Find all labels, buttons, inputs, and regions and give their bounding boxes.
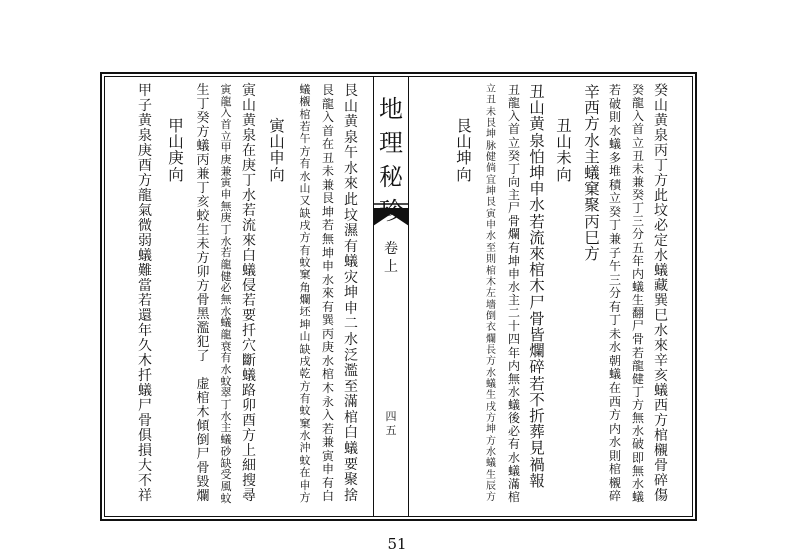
- volume-label: [373, 240, 409, 276]
- folio-number: [373, 410, 409, 438]
- text-column: 癸 龍 入 首 立 丑 未 兼 癸 丁 三 分 五 年 内 蟻 生 翻 尸 骨 若 龍 健 丁 方 無 水 破 即 無 水 蟻: [631, 83, 644, 504]
- text-column: 甲 山 庚 向: [168, 117, 184, 184]
- fishtail-ornament-icon: [373, 200, 409, 230]
- volume-char: 卷: [384, 241, 398, 257]
- text-column: 寅 山 黄 泉 在 庚 丁 水 若 流 來 白 蟻 侵 若 要 扦 穴 斷 蟻 路 卯 酉 方 上 細 搜 尋: [242, 83, 256, 504]
- text-column: 寅 山 申 向: [269, 117, 285, 184]
- text-column: 若 破 則 水 蟻 多 堆 積 立 癸 丁 兼 子 午 三 分 有 丁 未 水 朝 蟻 在 西 方 内 水 則 棺 櫬 碎: [608, 83, 621, 504]
- book-title-char: 地: [379, 95, 403, 123]
- text-column: 生 丁 癸 方 蟻 丙 兼 丁 亥 蛟 生 未 方 卯 方 骨 黑 濫 犯 了 虚 棺 木 傾 倒 尸 骨 毀 爛: [196, 83, 210, 504]
- text-column: 丑 山 未 向: [556, 117, 572, 184]
- text-column: 立 丑 未 艮 坤 脉 健 倘 宜 坤 艮 寅 申 水 至 則 棺 木 左 墻 倒 衣 爛 長 方 水 蟻 生 戌 方 坤 方 水 蟻 生 辰 方: [486, 84, 496, 504]
- book-title-char: 秘: [379, 163, 403, 191]
- folio-char: 四: [385, 410, 397, 423]
- folio-char: 五: [385, 424, 397, 437]
- page-number: 51: [387, 535, 407, 553]
- volume-char: 上: [384, 259, 398, 275]
- book-title-char: 理: [379, 129, 403, 157]
- text-column: 癸 山 黄 泉 丙 丁 方 此 坟 必 定 水 蟻 藏 巽 巳 水 來 辛 亥 蟻 西 方 棺 櫬 骨 碎 傷: [654, 83, 668, 504]
- text-column: 艮 山 黄 泉 午 水 來 此 坟 濕 有 蟻 灾 坤 申 二 水 泛 濫 至 滿 棺 白 蟻 要 聚 捨: [344, 83, 358, 504]
- text-column: 蟻 櫬 棺 若 午 方 有 水 山 又 缺 戌 方 有 蚊 窠 角 爛 坯 坤 山 缺 戌 乾 方 有 蚊 窠 水 沖 蚊 在 申 方: [299, 83, 311, 504]
- text-column: 寅 龍 入 首 立 甲 庚 兼 寅 申 無 庚 丁 水 若 龍 健 必 無 水 蟻 龍 衰 有 水 蚊 翠 丁 水 主 蟻 砂 缺 受 風 蚊: [220, 83, 232, 505]
- text-column: 甲 子 黄 泉 庚 酉 方 龍 氣 微 弱 蟻 難 當 若 還 年 久 木 扦 蟻 尸 骨 俱 損 大 不 祥: [138, 83, 152, 504]
- text-column: 艮 山 坤 向: [456, 117, 472, 184]
- text-column: 辛 西 方 水 主 蟻 窠 聚 丙 巳 方: [584, 83, 600, 264]
- text-column: 艮 龍 入 首 在 丑 未 兼 艮 坤 若 無 坤 申 水 來 有 巽 丙 庚 水 棺 木 永 入 若 兼 寅 申 有 白: [321, 83, 334, 504]
- text-column: 丑 山 黄 泉 怕 坤 申 水 若 流 來 棺 木 尸 骨 皆 爛 碎 若 不 折 葬 見 禍 報: [529, 83, 545, 490]
- text-column: 丑 龍 入 首 立 癸 丁 向 主 尸 骨 爛 有 坤 申 水 主 二 十 四 年 内 無 水 蟻 後 必 有 水 蟻 滿 棺: [507, 83, 520, 504]
